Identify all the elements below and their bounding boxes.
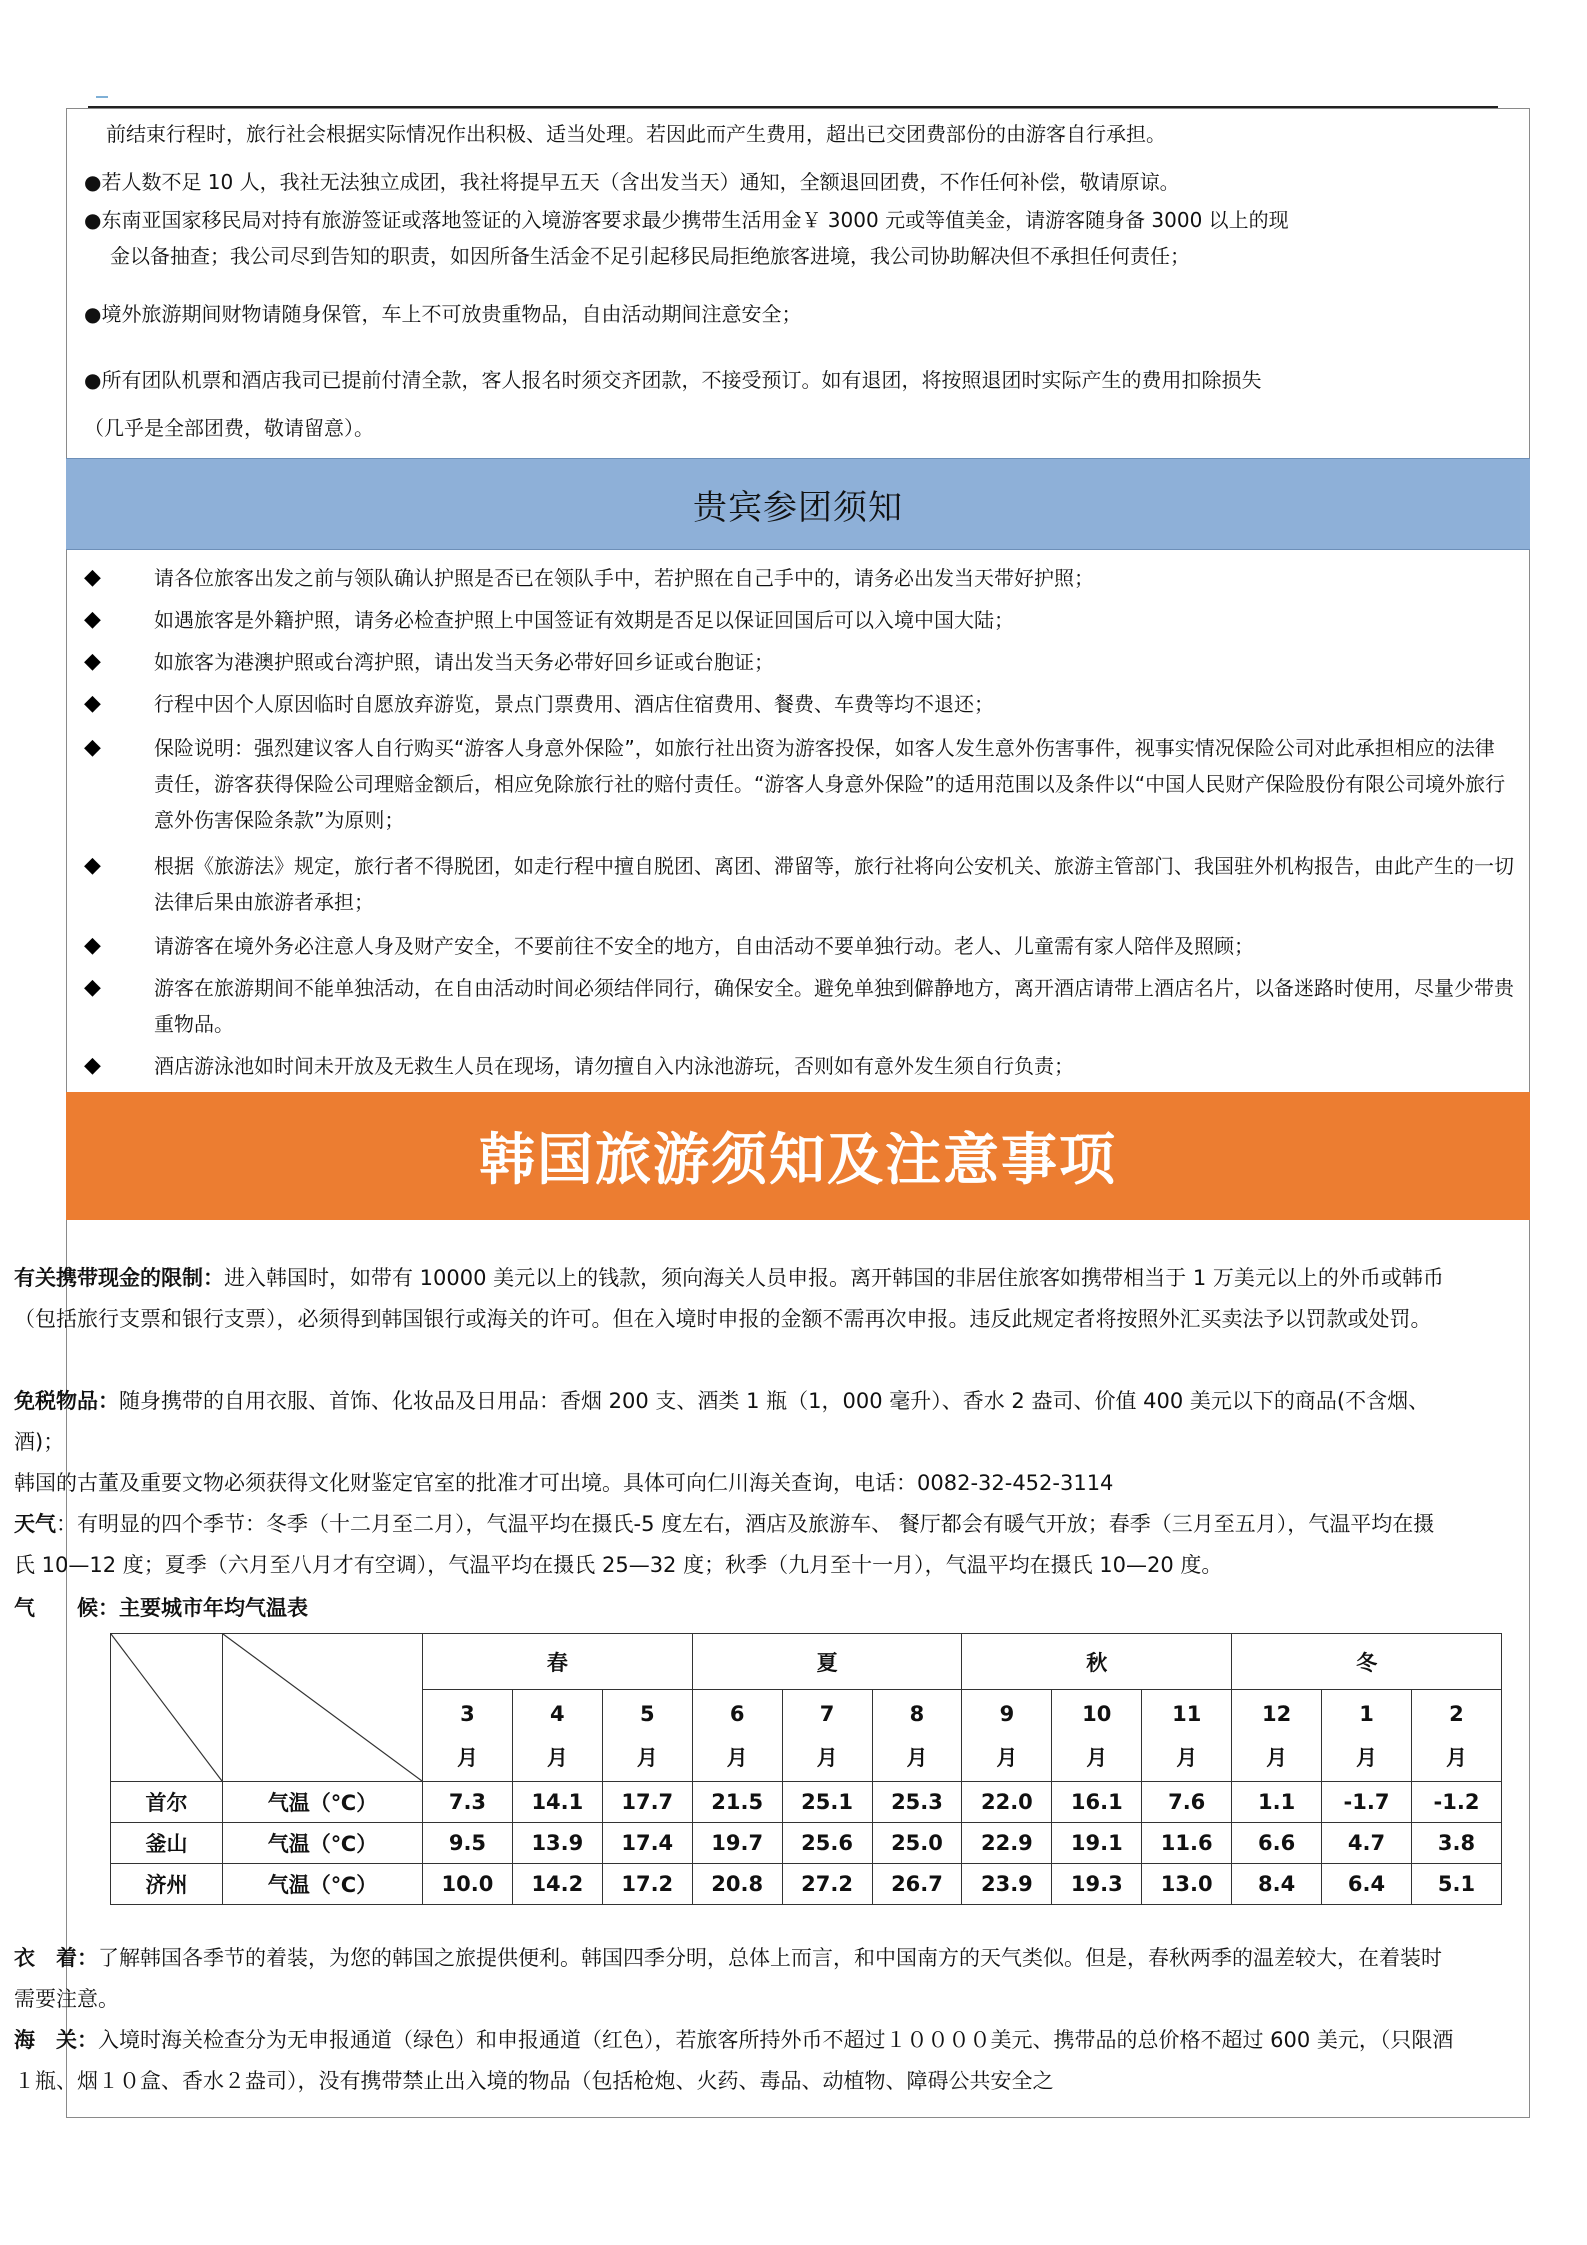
month-unit: 月	[816, 1745, 838, 1770]
temperature-cell: 13.9	[512, 1823, 602, 1864]
temperature-cell: 9.5	[423, 1823, 513, 1864]
month-unit: 月	[456, 1745, 478, 1770]
month-number: 9	[999, 1701, 1015, 1726]
list-item-text: 根据《旅游法》规定，旅行者不得脱团，如走行程中擅自脱团、离团、滞留等，旅行社将向公安机关、旅游主管部门、我国驻外机构报告，由此产生的一切法律后果由旅游者承担；	[154, 854, 1514, 914]
month-header	[423, 1690, 513, 1782]
temperature-cell: -1.7	[1322, 1782, 1412, 1823]
header-mark	[96, 82, 108, 98]
month-unit: 月	[726, 1745, 748, 1770]
metric-label-cell: 气温（℃）	[223, 1782, 423, 1823]
list-item	[84, 970, 1514, 1042]
temperature-cell: 10.0	[423, 1864, 513, 1905]
table-corner-cell	[111, 1634, 223, 1782]
weather-text: ：有明显的四个季节：冬季（十二月至二月），气温平均在摄氏-5 度左右，酒店及旅游车、 餐厅都会有暖气开放；春季（三月至五月），气温平均在摄氏 10—12 度；夏季（六月至八月才有空调），气温平均在摄氏 25—32 度；秋季（九月至十一月），气温平均在摄氏 10—20 度。	[14, 1512, 1435, 1577]
list-item	[84, 848, 1514, 920]
climate-label: 气 候：主要城市年均气温表	[14, 1596, 308, 1620]
month-header	[1142, 1690, 1232, 1782]
temperature-cell: 19.1	[1052, 1823, 1142, 1864]
clothing-paragraph	[14, 1938, 1454, 2020]
list-item-text: 游客在旅游期间不能单独活动，在自由活动时间必须结伴同行，确保安全。避免单独到僻静地方，离开酒店请带上酒店名片，以备迷路时使用，尽量少带贵重物品。	[154, 976, 1514, 1036]
diamond-bullet-icon: ◆	[84, 735, 101, 760]
month-unit: 月	[1356, 1745, 1378, 1770]
month-unit: 月	[1445, 1745, 1467, 1770]
temperature-cell: 25.3	[872, 1782, 962, 1823]
diamond-bullet-icon: ◆	[84, 853, 101, 878]
clothing-label: 衣 着：	[14, 1946, 98, 1970]
temperature-cell: 25.6	[782, 1823, 872, 1864]
temperature-cell: 22.9	[962, 1823, 1052, 1864]
temperature-cell: 17.4	[602, 1823, 692, 1864]
temperature-cell: 7.6	[1142, 1782, 1232, 1823]
list-item	[84, 560, 1514, 596]
month-unit: 月	[1266, 1745, 1288, 1770]
list-item-text: 请各位旅客出发之前与领队确认护照是否已在领队手中，若护照在自己手中的，请务必出发当天带好护照；	[154, 566, 1094, 590]
metric-label-cell: 气温（℃）	[223, 1823, 423, 1864]
temperature-cell: 23.9	[962, 1864, 1052, 1905]
korea-travel-header	[66, 1092, 1530, 1220]
clothing-text: 了解韩国各季节的着装，为您的韩国之旅提供便利。韩国四季分明，总体上而言，和中国南方的天气类似。但是，春秋两季的温差较大，在着装时需要注意。	[14, 1946, 1442, 2011]
list-item-text: 如遇旅客是外籍护照，请务必检查护照上中国签证有效期是否足以保证回国后可以入境中国大陆；	[154, 608, 1014, 632]
city-cell: 釜山	[111, 1823, 223, 1864]
diamond-bullet-icon: ◆	[84, 1053, 101, 1078]
temperature-cell: 16.1	[1052, 1782, 1142, 1823]
temperature-cell: 25.1	[782, 1782, 872, 1823]
cash-limit-paragraph	[14, 1258, 1454, 1340]
customs-paragraph	[14, 2020, 1454, 2102]
list-item	[84, 928, 1514, 964]
notice-section	[66, 108, 1530, 458]
temperature-cell: 3.8	[1411, 1823, 1501, 1864]
antique-paragraph	[14, 1463, 1454, 1504]
guest-notice-header	[66, 458, 1530, 550]
list-item	[84, 644, 1514, 680]
notice-line: 金以备抽查；我公司尽到告知的职责，如因所备生活金不足引起移民局拒绝旅客进境，我公司协助解决但不承担任何责任；	[110, 244, 1190, 268]
temperature-cell: 25.0	[872, 1823, 962, 1864]
notice-line: ●东南亚国家移民局对持有旅游签证或落地签证的入境游客要求最少携带生活用金￥ 3000 元或等值美金，请游客随身备 3000 以上的现	[84, 208, 1289, 232]
city-cell: 首尔	[111, 1782, 223, 1823]
cash-limit-text: 进入韩国时，如带有 10000 美元以上的钱款，须向海关人员申报。离开韩国的非居住旅客如携带相当于 1 万美元以上的外币或韩币（包括旅行支票和银行支票），必须得到韩国银行或海关的许可。但在入境时申报的金额不需再次申报。违反此规定者将按照外汇买卖法予以罚款或处罚。	[14, 1266, 1444, 1331]
temperature-cell: 19.3	[1052, 1864, 1142, 1905]
notice-line: 前结束行程时，旅行社会根据实际情况作出积极、适当处理。若因此而产生费用，超出已交团费部份的由游客自行承担。	[106, 122, 1166, 146]
month-number: 10	[1082, 1701, 1112, 1726]
temperature-table	[110, 1633, 1502, 1905]
temperature-cell: 11.6	[1142, 1823, 1232, 1864]
month-number: 11	[1172, 1701, 1202, 1726]
list-item-text: 保险说明：强烈建议客人自行购买“游客人身意外保险”，如旅行社出资为游客投保，如客人发生意外伤害事件，视事实情况保险公司对此承担相应的法律责任，游客获得保险公司理赔金额后，相应免除旅行社的赔付责任。“游客人身意外保险”的适用范围以及条件以“中国人民财产保险股份有限公司境外旅行意外伤害保险条款”为原则；	[154, 736, 1506, 832]
month-number: 6	[729, 1701, 745, 1726]
metric-label-cell: 气温（℃）	[223, 1864, 423, 1905]
temperature-cell: 1.1	[1232, 1782, 1322, 1823]
antique-text: 韩国的古董及重要文物必须获得文化财鉴定官室的批准才可出境。具体可向仁川海关查询，电话：0082-32-452-3114	[14, 1471, 1114, 1495]
table-corner-cell	[223, 1634, 423, 1782]
month-unit: 月	[546, 1745, 568, 1770]
month-unit: 月	[906, 1745, 928, 1770]
guest-notice-list	[66, 550, 1530, 1092]
notice-line: ●若人数不足 10 人，我社无法独立成团，我社将提早五天（含出发当天）通知，全额退回团费，不作任何补偿，敬请原谅。	[84, 170, 1180, 194]
diamond-bullet-icon: ◆	[84, 691, 101, 716]
season-header: 夏	[692, 1634, 962, 1690]
month-number: 4	[550, 1701, 565, 1726]
temperature-cell: 17.2	[602, 1864, 692, 1905]
list-item-text: 如旅客为港澳护照或台湾护照，请出发当天务必带好回乡证或台胞证；	[154, 650, 774, 674]
month-unit: 月	[996, 1745, 1018, 1770]
temperature-cell: 14.1	[512, 1782, 602, 1823]
month-header	[1052, 1690, 1142, 1782]
customs-text: 入境时海关检查分为无申报通道（绿色）和申报通道（红色），若旅客所持外币不超过１００００美元、携带品的总价格不超过 600 美元，（只限酒１瓶、烟１０盒、香水２盎司），没有携带禁止出入境的物品（包括枪炮、火药、毒品、动植物、障碍公共安全之	[14, 2028, 1454, 2093]
temperature-cell: 5.1	[1411, 1864, 1501, 1905]
month-header	[512, 1690, 602, 1782]
month-unit: 月	[636, 1745, 658, 1770]
temperature-cell: 20.8	[692, 1864, 782, 1905]
korea-travel-title: 韩国旅游须知及注意事项	[479, 1128, 1117, 1193]
month-number: 1	[1359, 1701, 1374, 1726]
month-header	[962, 1690, 1052, 1782]
month-number: 5	[639, 1701, 655, 1726]
list-item-text: 请游客在境外务必注意人身及财产安全，不要前往不安全的地方，自由活动不要单独行动。老人、儿童需有家人陪伴及照顾；	[154, 934, 1254, 958]
weather-paragraph	[14, 1504, 1454, 1586]
notice-line: ●境外旅游期间财物请随身保管，车上不可放贵重物品，自由活动期间注意安全；	[84, 302, 802, 326]
month-unit: 月	[1086, 1745, 1108, 1770]
diamond-bullet-icon: ◆	[84, 933, 101, 958]
month-number: 8	[909, 1701, 925, 1726]
month-header	[1411, 1690, 1501, 1782]
list-item	[84, 602, 1514, 638]
temperature-cell: 21.5	[692, 1782, 782, 1823]
season-header: 冬	[1232, 1634, 1502, 1690]
temperature-cell: 7.3	[423, 1782, 513, 1823]
customs-label: 海 关：	[14, 2028, 98, 2052]
diamond-bullet-icon: ◆	[84, 607, 101, 632]
list-item	[84, 1048, 1514, 1084]
month-unit: 月	[1176, 1745, 1198, 1770]
month-number: 2	[1449, 1701, 1464, 1726]
list-item-text: 酒店游泳池如时间未开放及无救生人员在现场，请勿擅自入内泳池游玩，否则如有意外发生须自行负责；	[154, 1054, 1074, 1078]
duty-free-paragraph	[14, 1381, 1454, 1463]
temperature-cell: 6.4	[1322, 1864, 1412, 1905]
notice-line: ●所有团队机票和酒店我司已提前付清全款，客人报名时须交齐团款，不接受预订。如有退团，将按照退团时实际产生的费用扣除损失	[84, 368, 1262, 392]
temperature-cell: 8.4	[1232, 1864, 1322, 1905]
city-cell: 济州	[111, 1864, 223, 1905]
list-item-text: 行程中因个人原因临时自愿放弃游览，景点门票费用、酒店住宿费用、餐费、车费等均不退还；	[154, 692, 994, 716]
temperature-cell: 4.7	[1322, 1823, 1412, 1864]
temperature-cell: 17.7	[602, 1782, 692, 1823]
temperature-cell: 19.7	[692, 1823, 782, 1864]
duty-free-text: 随身携带的自用衣服、首饰、化妆品及日用品：香烟 200 支、酒类 1 瓶（1，000 毫升）、香水 2 盎司、价值 400 美元以下的商品(不含烟、酒)；	[14, 1389, 1430, 1454]
season-header: 春	[423, 1634, 693, 1690]
temperature-cell: -1.2	[1411, 1782, 1501, 1823]
month-header	[1232, 1690, 1322, 1782]
month-number: 3	[460, 1701, 475, 1726]
month-header	[782, 1690, 872, 1782]
diamond-bullet-icon: ◆	[84, 565, 101, 590]
month-number: 7	[819, 1701, 835, 1726]
month-header	[602, 1690, 692, 1782]
temperature-cell: 14.2	[512, 1864, 602, 1905]
diamond-bullet-icon: ◆	[84, 649, 101, 674]
season-header: 秋	[962, 1634, 1232, 1690]
guest-notice-title: 贵宾参团须知	[693, 487, 903, 528]
temperature-cell: 13.0	[1142, 1864, 1232, 1905]
cash-limit-label: 有关携带现金的限制：	[14, 1266, 224, 1290]
list-item	[84, 730, 1514, 838]
duty-free-label: 免税物品：	[14, 1389, 119, 1413]
diamond-bullet-icon: ◆	[84, 975, 101, 1000]
temperature-cell: 27.2	[782, 1864, 872, 1905]
temperature-cell: 26.7	[872, 1864, 962, 1905]
month-header	[872, 1690, 962, 1782]
list-item	[84, 686, 1514, 722]
month-header	[1322, 1690, 1412, 1782]
month-number: 12	[1261, 1701, 1292, 1726]
temperature-cell: 22.0	[962, 1782, 1052, 1823]
temperature-cell: 6.6	[1232, 1823, 1322, 1864]
weather-label: 天气	[14, 1512, 56, 1536]
notice-line: （几乎是全部团费，敬请留意）。	[84, 416, 374, 440]
month-header	[692, 1690, 782, 1782]
climate-heading	[14, 1590, 1454, 1626]
